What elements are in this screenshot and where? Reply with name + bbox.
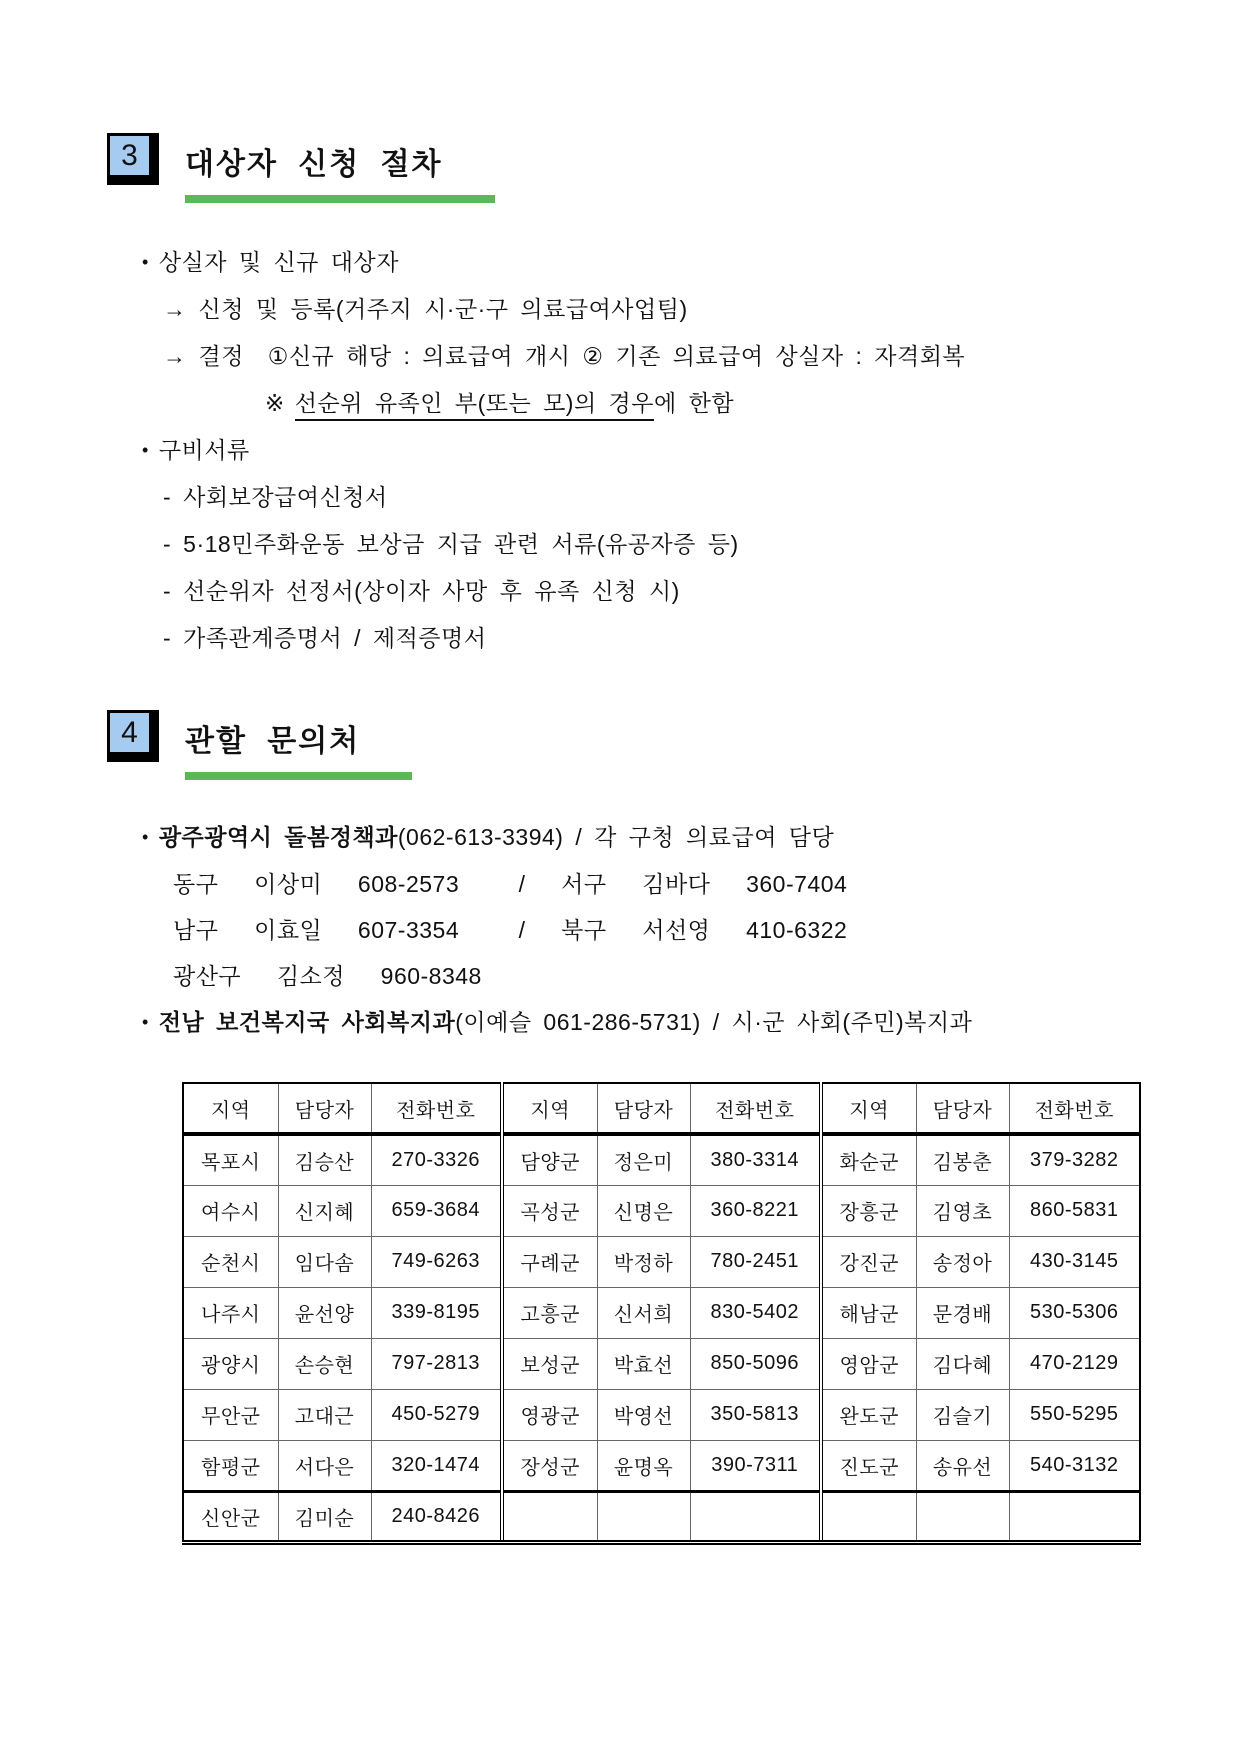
table-cell: 540-3132 <box>1009 1440 1140 1491</box>
document-item <box>163 474 1200 521</box>
table-header-cell: 담당자 <box>597 1083 690 1134</box>
table-cell: 담양군 <box>502 1134 597 1185</box>
table-cell: 390-7311 <box>690 1440 821 1491</box>
bullet-icon: • <box>142 827 149 847</box>
note-rest-text: 에 한함 <box>654 390 735 416</box>
dept-name: 전남 보건복지국 사회복지과 <box>158 1009 456 1035</box>
document-item-text: 선순위자 선정서(상이자 사망 후 유족 신청 시) <box>183 578 680 604</box>
table-header-cell: 지역 <box>183 1083 278 1134</box>
table-header-cell: 지역 <box>502 1083 597 1134</box>
document-item <box>163 615 1200 662</box>
table-cell: 신안군 <box>183 1491 278 1542</box>
table-cell: 정은미 <box>597 1134 690 1185</box>
table-cell: 광양시 <box>183 1338 278 1389</box>
table-cell: 797-2813 <box>371 1338 502 1389</box>
gwangju-contact-line: 광산구 김소정 960-8348 <box>173 963 482 989</box>
table-cell <box>1009 1491 1140 1542</box>
table-cell: 450-5279 <box>371 1389 502 1440</box>
table-cell: 430-3145 <box>1009 1236 1140 1287</box>
table-cell: 김영초 <box>916 1185 1009 1236</box>
table-cell: 문경배 <box>916 1287 1009 1338</box>
step-text: 결정 ①신규 해당 : 의료급여 개시 ② 기존 의료급여 상실자 : 자격회복 <box>198 343 966 369</box>
contact-table <box>182 1082 1141 1545</box>
section-number-box <box>107 710 159 762</box>
table-cell: 470-2129 <box>1009 1338 1140 1389</box>
table-row <box>183 1338 1140 1389</box>
table-row <box>183 1491 1140 1542</box>
table-cell: 박효선 <box>597 1338 690 1389</box>
table-cell: 윤명옥 <box>597 1440 690 1491</box>
table-cell: 240-8426 <box>371 1491 502 1542</box>
table-cell <box>690 1491 821 1542</box>
dept-info: (이예슬 061-286-5731) / 시·군 사회(주민)복지과 <box>455 1009 973 1035</box>
table-cell: 무안군 <box>183 1389 278 1440</box>
bullet-icon: • <box>142 1012 149 1032</box>
table-cell: 김봉춘 <box>916 1134 1009 1185</box>
step-apply-register <box>163 286 1200 333</box>
table-cell: 780-2451 <box>690 1236 821 1287</box>
table-cell: 완도군 <box>821 1389 916 1440</box>
section-number: 3 <box>121 138 138 172</box>
table-cell: 신명은 <box>597 1185 690 1236</box>
section-title: 관할 문의처 <box>185 710 412 780</box>
reference-mark-icon: ※ <box>265 390 285 416</box>
table-cell: 379-3282 <box>1009 1134 1140 1185</box>
table-cell: 순천시 <box>183 1236 278 1287</box>
bullet-icon: • <box>142 252 149 272</box>
bullet-jeonnam-dept <box>142 999 1200 1046</box>
document-item <box>163 568 1200 615</box>
table-cell: 550-5295 <box>1009 1389 1140 1440</box>
contact-table-body <box>183 1134 1140 1542</box>
step-text: 신청 및 등록(거주지 시·군·구 의료급여사업팀) <box>198 296 688 322</box>
table-cell: 보성군 <box>502 1338 597 1389</box>
table-cell: 해남군 <box>821 1287 916 1338</box>
table-row <box>183 1134 1140 1185</box>
arrow-icon: → <box>163 296 187 322</box>
section-3-body <box>107 239 1200 662</box>
document-item-text: 5·18민주화운동 보상금 지급 관련 서류(유공자증 등) <box>183 531 739 557</box>
table-cell: 진도군 <box>821 1440 916 1491</box>
table-cell: 749-6263 <box>371 1236 502 1287</box>
table-cell: 김미순 <box>278 1491 371 1542</box>
table-cell: 고흥군 <box>502 1287 597 1338</box>
contact-table-head <box>183 1083 1140 1134</box>
table-cell: 659-3684 <box>371 1185 502 1236</box>
table-cell: 박영선 <box>597 1389 690 1440</box>
table-cell: 김다혜 <box>916 1338 1009 1389</box>
section-number: 4 <box>121 715 138 749</box>
dash-icon: - <box>163 625 172 651</box>
table-header-cell: 전화번호 <box>690 1083 821 1134</box>
document-item-text: 사회보장급여신청서 <box>183 484 388 510</box>
table-cell: 270-3326 <box>371 1134 502 1185</box>
gwangju-contact-line: 남구 이효일 607-3354 / 북구 서선영 410-6322 <box>173 917 848 943</box>
document-item-text: 가족관계증명서 / 제적증명서 <box>183 625 487 651</box>
section-4-header <box>107 710 1200 780</box>
table-row <box>183 1287 1140 1338</box>
bullet-gwangju-dept <box>142 814 1200 861</box>
table-header-row <box>183 1083 1140 1134</box>
table-cell: 구례군 <box>502 1236 597 1287</box>
table-cell: 360-8221 <box>690 1185 821 1236</box>
table-cell <box>821 1491 916 1542</box>
table-cell: 영광군 <box>502 1389 597 1440</box>
dept-info: (062-613-3394) / 각 구청 의료급여 담당 <box>397 824 835 850</box>
table-cell: 신지혜 <box>278 1185 371 1236</box>
table-row <box>183 1185 1140 1236</box>
table-cell: 영암군 <box>821 1338 916 1389</box>
dept-name: 광주광역시 돌봄정책과 <box>158 824 398 850</box>
table-cell: 송정아 <box>916 1236 1009 1287</box>
table-cell: 임다솜 <box>278 1236 371 1287</box>
table-cell: 서다은 <box>278 1440 371 1491</box>
dash-icon: - <box>163 484 172 510</box>
table-cell: 송유선 <box>916 1440 1009 1491</box>
gwangju-contact-line: 동구 이상미 608-2573 / 서구 김바다 360-7404 <box>173 871 848 897</box>
table-cell: 530-5306 <box>1009 1287 1140 1338</box>
table-cell: 850-5096 <box>690 1338 821 1389</box>
table-header-cell: 담당자 <box>916 1083 1009 1134</box>
document-item <box>163 521 1200 568</box>
table-header-cell: 담당자 <box>278 1083 371 1134</box>
table-cell <box>502 1491 597 1542</box>
section-title: 대상자 신청 절차 <box>185 133 495 203</box>
table-cell: 윤선양 <box>278 1287 371 1338</box>
table-cell <box>597 1491 690 1542</box>
table-cell: 박정하 <box>597 1236 690 1287</box>
table-cell: 화순군 <box>821 1134 916 1185</box>
section-4-body <box>107 814 1200 1545</box>
table-cell: 350-5813 <box>690 1389 821 1440</box>
table-cell: 여수시 <box>183 1185 278 1236</box>
bullet-label: 상실자 및 신규 대상자 <box>158 249 399 275</box>
note-line <box>265 380 1200 427</box>
table-cell: 신서희 <box>597 1287 690 1338</box>
arrow-icon: → <box>163 343 187 369</box>
table-cell: 곡성군 <box>502 1185 597 1236</box>
bullet-icon: • <box>142 440 149 460</box>
table-cell: 339-8195 <box>371 1287 502 1338</box>
table-row <box>183 1389 1140 1440</box>
dash-icon: - <box>163 531 172 557</box>
table-cell: 목포시 <box>183 1134 278 1185</box>
table-cell: 860-5831 <box>1009 1185 1140 1236</box>
table-cell: 830-5402 <box>690 1287 821 1338</box>
table-row <box>183 1236 1140 1287</box>
bullet-label: 구비서류 <box>158 437 250 463</box>
dash-icon: - <box>163 578 172 604</box>
table-cell: 김슬기 <box>916 1389 1009 1440</box>
table-cell: 320-1474 <box>371 1440 502 1491</box>
table-cell: 장흥군 <box>821 1185 916 1236</box>
table-cell: 강진군 <box>821 1236 916 1287</box>
table-cell: 나주시 <box>183 1287 278 1338</box>
step-decision <box>163 333 1200 380</box>
table-cell: 함평군 <box>183 1440 278 1491</box>
table-cell: 손승현 <box>278 1338 371 1389</box>
section-4 <box>107 710 1200 1545</box>
note-underlined-text: 선순위 유족인 부(또는 모)의 경우 <box>295 390 654 421</box>
table-header-cell: 전화번호 <box>1009 1083 1140 1134</box>
table-row <box>183 1440 1140 1491</box>
table-cell: 고대근 <box>278 1389 371 1440</box>
bullet-loss-and-new <box>142 239 1200 286</box>
bullet-required-documents <box>142 427 1200 474</box>
table-cell: 김승산 <box>278 1134 371 1185</box>
section-3-header <box>107 133 1200 203</box>
table-cell: 380-3314 <box>690 1134 821 1185</box>
table-cell: 장성군 <box>502 1440 597 1491</box>
section-number-box <box>107 133 159 185</box>
table-header-cell: 전화번호 <box>371 1083 502 1134</box>
table-cell <box>916 1491 1009 1542</box>
table-header-cell: 지역 <box>821 1083 916 1134</box>
section-3 <box>107 133 1200 662</box>
